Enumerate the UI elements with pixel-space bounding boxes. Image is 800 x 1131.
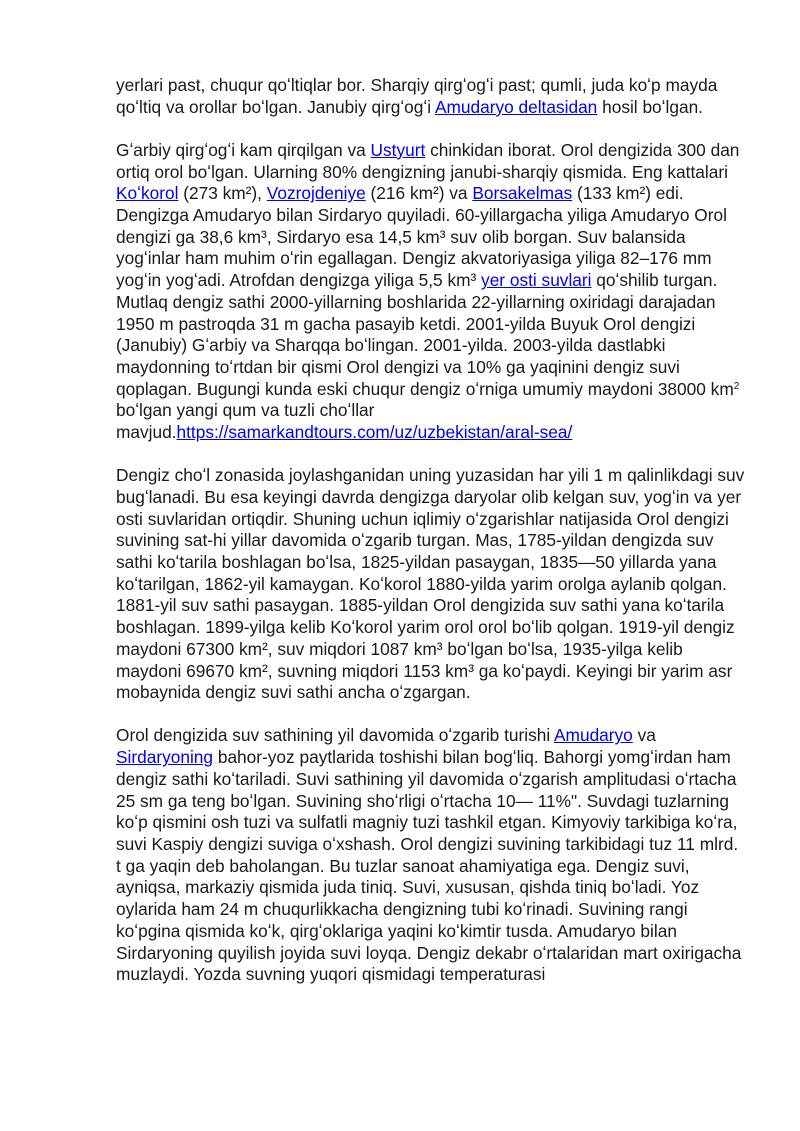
- link-vozrojdeniye[interactable]: Vozrojdeniye: [266, 183, 366, 204]
- text-run: boʻlgan yangi qum va tuzli choʻllar mavjud.: [116, 400, 375, 443]
- link-borsakelmas[interactable]: Borsakelmas: [472, 183, 573, 204]
- text-run: chinkidan iborat. Orol dengizida 300 dan ortiq orol boʻlgan. Ularning 80% dengizning janubi-sharqiy qismida. Eng kattalari: [116, 139, 740, 182]
- superscript: 2: [733, 380, 740, 392]
- document-page: [116, 75, 746, 1007]
- text-run: qoʻshilib turgan. Mutlaq dengiz sathi 2000-yillarning boshlarida 22-yillarning oxiridagi darajadan 1950 m pastroqda 31 m gacha pasayib ketdi. 2001-yilda Buyuk Orol dengizi (Janubiy) Gʻarbiy va Sharqqa boʻlingan. 2001-yilda. 2003-yilda dastlabki maydonning toʻrtdan bir qismi Orol dengizi va 10% ga yaqinini dengiz suvi qoplagan. Bugungi kunda eski chuqur dengiz oʻrniga umumiy maydoni 38000 km: [116, 270, 734, 399]
- text-run: Dengiz choʻl zonasida joylashganidan uning yuzasidan har yili 1 m qalinlikdagi suv bugʻlanadi. Bu esa keyingi davrda dengizga daryolar olib kelgan suv, yogʻin va yer osti suvlaridan ortiqdir. Shuning uchun iqlimiy oʻzgarishlar natijasida Orol dengizi suvining sat-hi yillar davomida oʻzgarib turgan. Mas, 1785-yildan dengizda suv sathi koʻtarila boshlagan boʻlsa, 1825-yildan pasaygan, 1835—50 yillarda yana koʻtarilgan, 1862-yil kamaygan. Koʻkorol 1880-yilda yarim orolga aylanib qolgan. 1881-yil suv sathi pasaygan. 1885-yildan Orol dengizida suv sathi yana koʻtarila boshlagan. 1899-yilga kelib Koʻkorol yarim orol orol boʻlib qolgan. 1919-yil dengiz maydoni 67300 km², suv miqdori 1087 km³ boʻlgan boʻlsa, 1935-yilga kelib maydoni 69670 km², suvning miqdori 1153 km³ ga koʻpaydi. Keyingi bir yarim asr mobaynida dengiz suvi sathi ancha oʻzgargan.: [116, 465, 745, 703]
- link-ustyurt[interactable]: Ustyurt: [370, 139, 426, 160]
- paragraph: [116, 465, 746, 704]
- text-run: hosil boʻlgan.: [597, 96, 703, 117]
- paragraph: [116, 725, 746, 985]
- text-run: Gʻarbiy qirgʻogʻi kam qirqilgan va: [116, 139, 371, 160]
- text-run: (133 km²) edi. Dengizga Amudaryo bilan Sirdaryo quyiladi. 60-yillargacha yiliga Amudaryo Orol dengizi ga 38,6 km³, Sirdaryo esa 14,5 km³ suv olib borgan. Suv balansida yogʻinlar ham muhim oʻrin egallagan. Dengiz akvatoriyasiga yiliga 82–176 mm yogʻin yogʻadi. Atrofdan dengizga yiliga 5,5 km³: [116, 183, 727, 291]
- paragraph: [116, 140, 746, 444]
- link-samarkandtours[interactable]: https://samarkandtours.com/uz/uzbekistan/aral-sea/: [176, 422, 573, 443]
- text-run: va: [632, 725, 656, 746]
- text-run: bahor-yoz paytlarida toshishi bilan bogʻliq. Bahorgi yomgʻirdan ham dengiz sathi koʻtariladi. Suvi sathining yil davomida oʻzgarish amplitudasi oʻrtacha 25 sm ga teng boʻlgan. Suvining shoʻrligi oʻrtacha 10— 11%". Suvdagi tuzlarning koʻp qismini osh tuzi va sulfatli magniy tuzi tashkil etgan. Kimyoviy tarkibiga koʻra, suvi Kaspiy dengizi suviga oʻxshash. Orol dengizi suvining tarkibidagi tuz 11 mlrd. t ga yaqin deb baholangan. Bu tuzlar sanoat ahamiyatiga ega. Dengiz suvi, ayniqsa, markaziy qismida juda tiniq. Suvi, xususan, qishda tiniq boʻladi. Yoz oylarida ham 24 m chuqurlikkacha dengizning tubi koʻrinadi. Suvining rangi koʻpgina qismida koʻk, qirgʻoklariga yaqini koʻkimtir tusda. Amudaryo bilan Sirdaryoning quyilish joyida suvi loyqa. Dengiz dekabr oʻrtalaridan mart oxirigacha muzlaydi. Yozda suvning yuqori qismidagi temperaturasi: [116, 747, 742, 985]
- link-yer-osti-suvlari[interactable]: yer osti suvlari: [481, 270, 592, 291]
- link-kokorol[interactable]: Koʻkorol: [116, 183, 179, 204]
- link-sirdaryoning[interactable]: Sirdaryoning: [116, 747, 214, 768]
- paragraph: [116, 75, 746, 118]
- text-run: yerlari past, chuqur qoʻltiqlar bor. Sharqiy qirgʻogʻi past; qumli, juda koʻp mayda qoʻltiq va orollar boʻlgan. Janubiy qirgʻogʻi: [116, 75, 718, 117]
- text-run: (216 km²) va: [365, 183, 473, 204]
- link-amudaryo[interactable]: Amudaryo: [554, 725, 633, 746]
- text-run: (273 km²),: [178, 183, 267, 204]
- text-run: Orol dengizida suv sathining yil davomida oʻzgarib turishi: [116, 725, 555, 746]
- link-amudaryo-deltasidan[interactable]: Amudaryo deltasidan: [434, 96, 598, 117]
